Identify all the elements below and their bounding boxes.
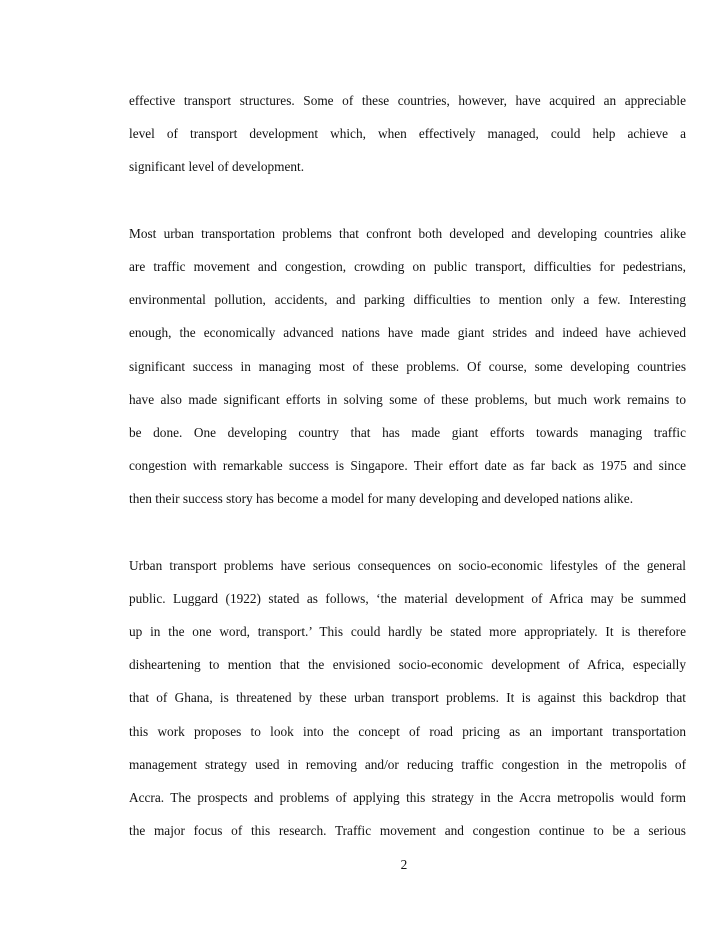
- text-line: that of Ghana, is threatened by these urban transport problems. It is against this backdrop that: [129, 690, 686, 706]
- text-line: Most urban transportation problems that confront both developed and developing countries alike: [129, 225, 686, 241]
- page-number: [0, 855, 728, 875]
- text-line: up in the one word, transport.’ This could hardly be stated more appropriately. It is therefore: [129, 624, 686, 639]
- text-line: are traffic movement and congestion, crowding on public transport, difficulties for pedestrians,: [129, 258, 686, 274]
- paragraph-spacer: [129, 515, 686, 548]
- text-line: level of transport development which, when effectively managed, could help achieve a: [129, 126, 686, 142]
- text-line: then their success story has become a model for many developing and developed nations alike.: [129, 491, 634, 507]
- text-line: significant level of development.: [129, 159, 305, 175]
- text-line: effective transport structures. Some of these countries, however, have acquired an appreciable: [129, 93, 686, 108]
- text-line: environmental pollution, accidents, and parking difficulties to mention only a few. Interesting: [129, 292, 686, 308]
- paragraph-spacer: [129, 184, 686, 217]
- body-text: [129, 84, 686, 847]
- text-line: congestion with remarkable success is Singapore. Their effort date as far back as 1975 and since: [129, 458, 686, 474]
- paragraph-2: [129, 217, 686, 516]
- paragraph-1: [129, 84, 686, 184]
- text-line: enough, the economically advanced nations have made giant strides and indeed have achieved: [129, 325, 686, 341]
- text-line: the major focus of this research. Traffic movement and congestion continue to be a serious: [129, 823, 686, 839]
- text-line: significant success in managing most of these problems. Of course, some developing countries: [129, 358, 686, 374]
- text-line: public. Luggard (1922) stated as follows, ‘the material development of Africa may be summed: [129, 590, 686, 606]
- page-number-text: 2: [400, 857, 408, 872]
- text-line: management strategy used in removing and/or reducing traffic congestion in the metropolis of: [129, 756, 686, 772]
- text-line: this work proposes to look into the concept of road pricing as an important transportation: [129, 723, 686, 739]
- text-line: have also made significant efforts in solving some of these problems, but much work remains to: [129, 391, 686, 407]
- text-line: Urban transport problems have serious consequences on socio-economic lifestyles of the general: [129, 557, 686, 573]
- text-line: disheartening to mention that the envisioned socio-economic development of Africa, especially: [129, 657, 686, 673]
- text-line: be done. One developing country that has made giant efforts towards managing traffic: [129, 424, 686, 440]
- paragraph-3: [129, 549, 686, 848]
- text-line: Accra. The prospects and problems of applying this strategy in the Accra metropolis would form: [129, 789, 686, 805]
